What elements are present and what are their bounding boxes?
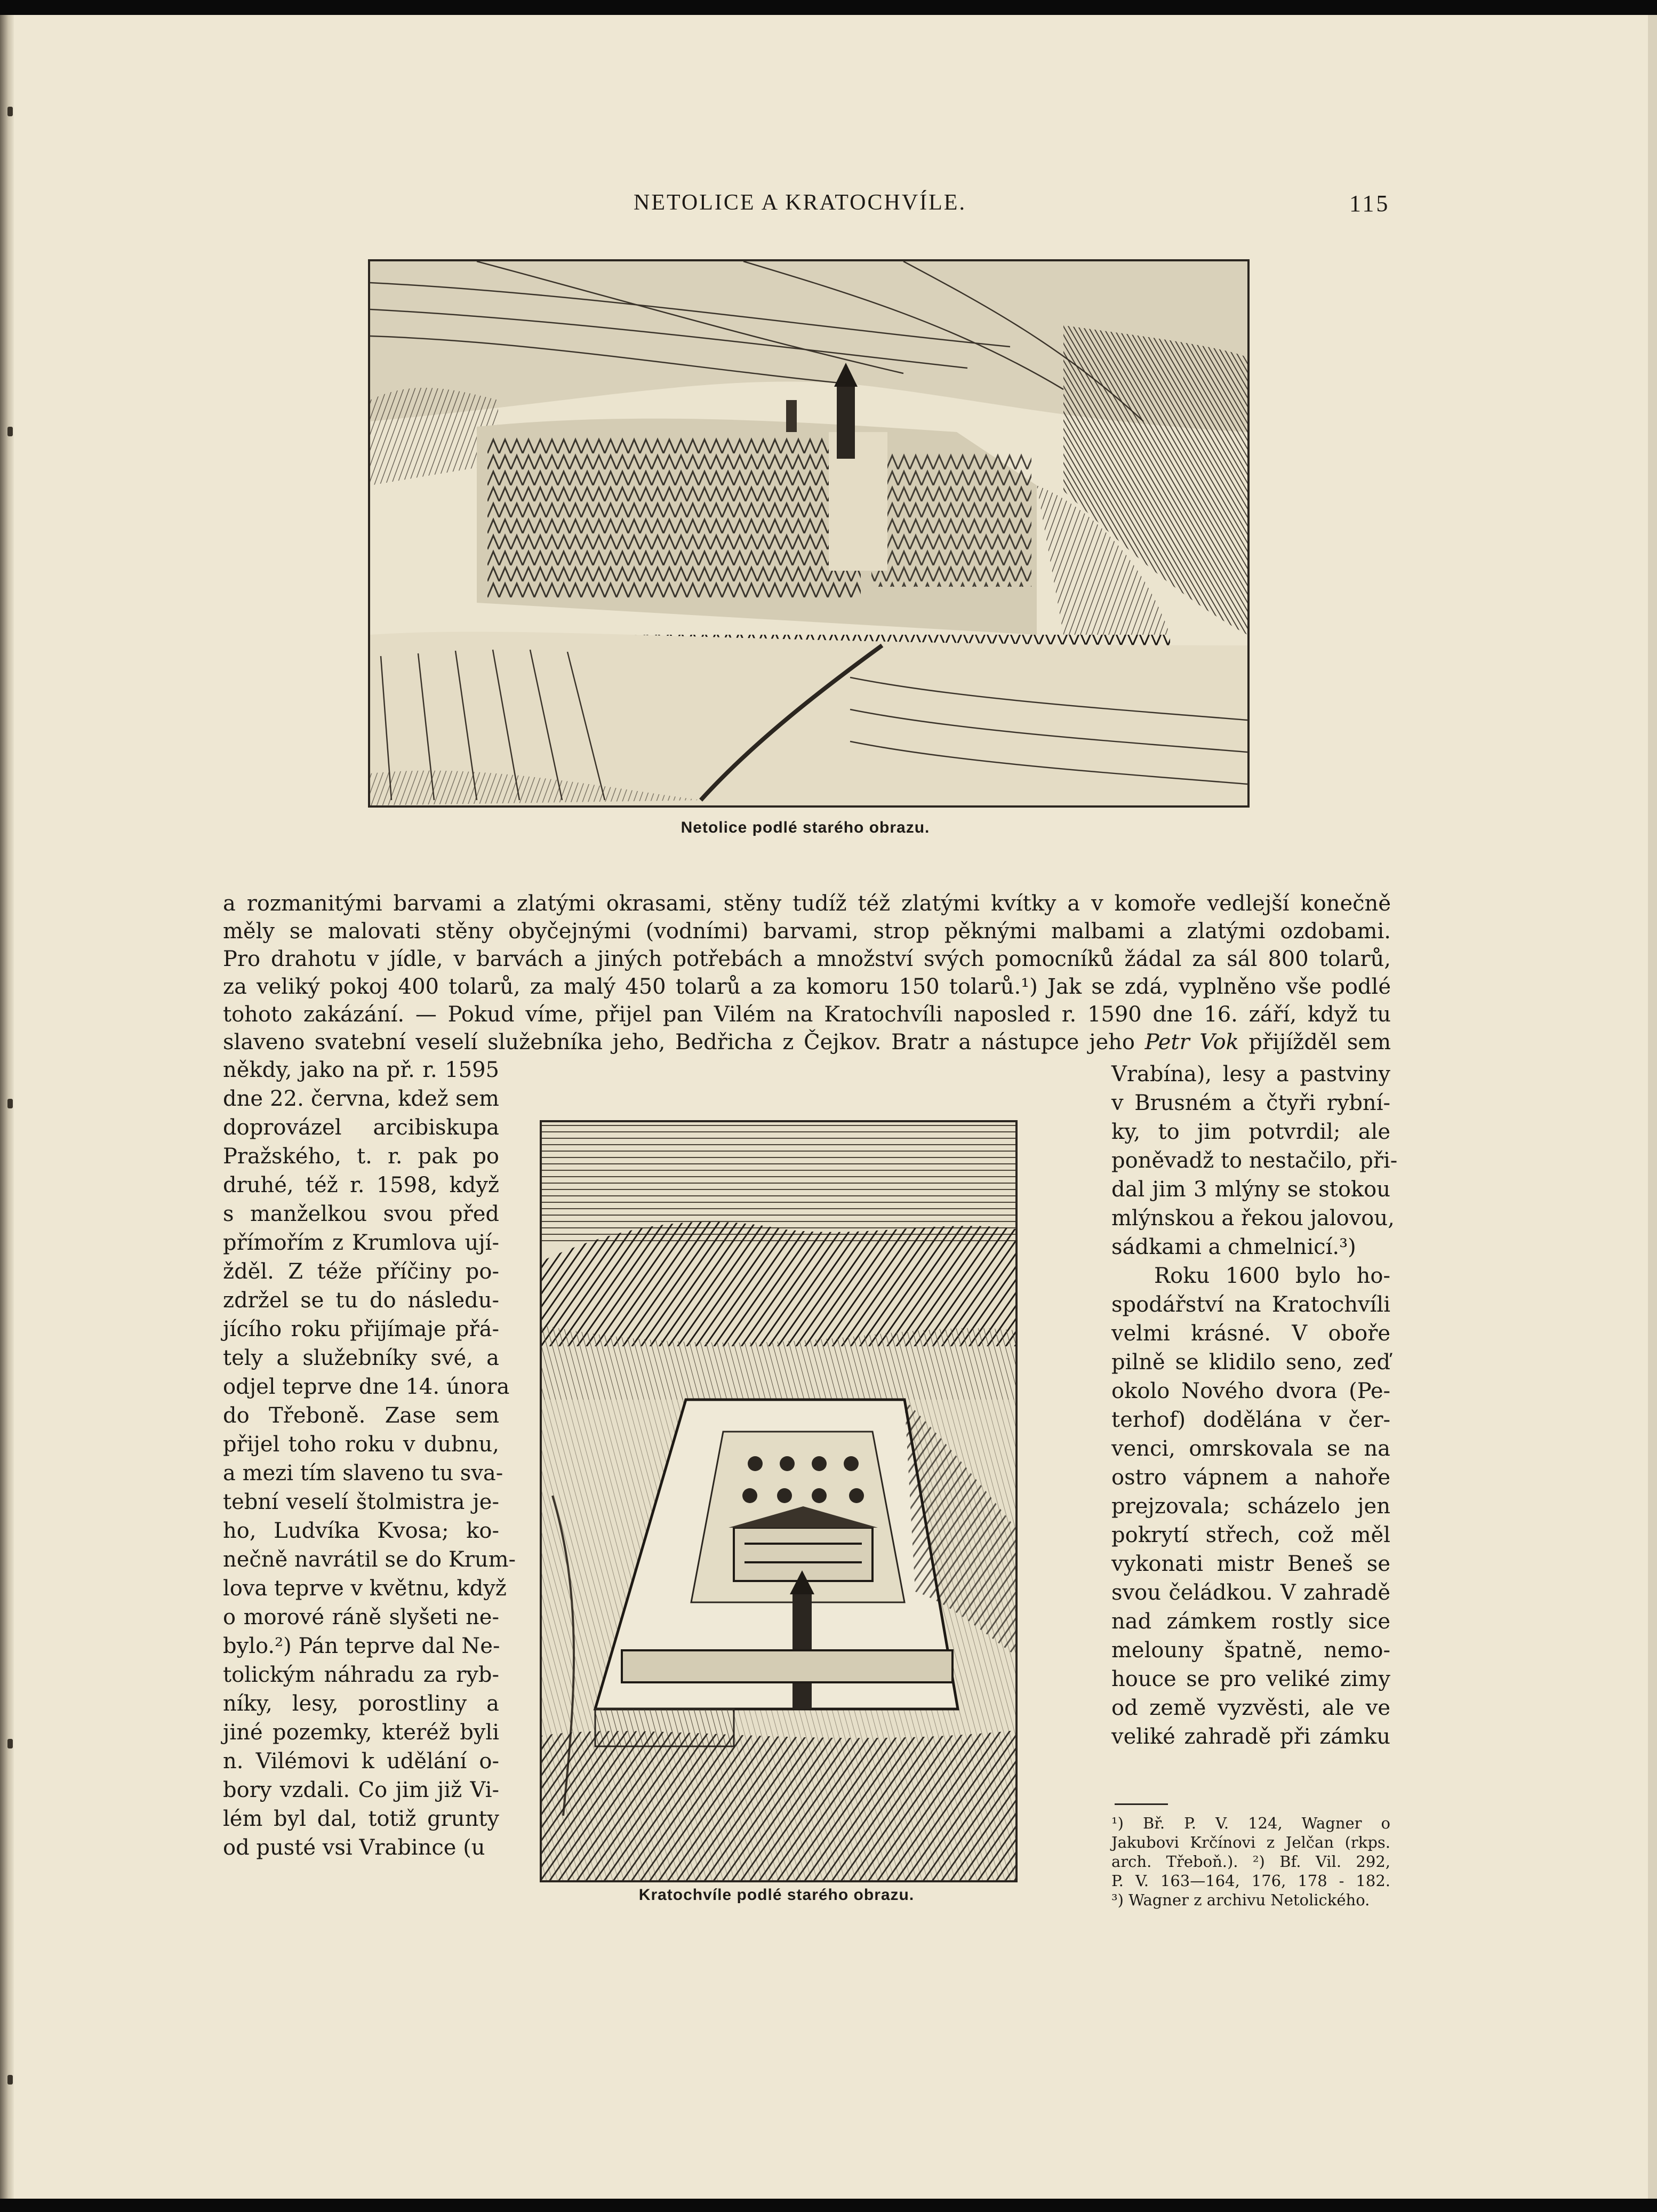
text-segment: slaveno svatební veselí služebníka jeho, Bedřicha z Čejkov. Bratr a nástupce jeho [223, 1030, 1145, 1055]
footnote-line: arch. Třeboň.). ²) Bf. Vil. 292, [1111, 1852, 1390, 1871]
text-line: ho, Ludvíka Kvosa; ko- [223, 1519, 499, 1543]
binding-mark [7, 1739, 13, 1748]
text-line: měly se malovati stěny obyčejnými (vodními) barvami, strop pěknými malbami a zlatými ozdobami. [223, 919, 1391, 944]
italic-name: Petr Vok [1144, 1030, 1239, 1055]
text-line: Roku 1600 bylo ho- [1154, 1264, 1390, 1288]
text-segment: přijížděl sem [1238, 1030, 1391, 1055]
text-line: nad zámkem rostly sice [1111, 1609, 1390, 1634]
text-line: prejzovala; scházelo jen [1111, 1494, 1390, 1519]
text-line: Pro drahotu v jídle, v barvách a jiných potřebách a množství svých pomocníků žádal za sál 800 tolarů, [223, 947, 1391, 971]
text-line: níky, lesy, porostliny a [223, 1691, 499, 1716]
text-line: okolo Nového dvora (Pe- [1111, 1379, 1390, 1403]
text-line: a rozmanitými barvami a zlatými okrasami, stěny tudíž též zlatými kvítky a v komoře vedlejší konečně [223, 891, 1391, 916]
text-line [223, 1028, 1391, 1056]
text-line: pilně se klidilo seno, zeď [1111, 1350, 1390, 1375]
text-line: terhof) dodělána v čer- [1111, 1408, 1390, 1432]
text-line: zdržel se tu do následu- [223, 1288, 499, 1313]
text-line: poněvadž to nestačilo, při- [1111, 1148, 1398, 1173]
text-line: o morové ráně slyšeti ne- [223, 1605, 499, 1630]
text-line: veliké zahradě při zámku [1111, 1724, 1390, 1749]
text-line: od země vyzvěsti, ale ve [1111, 1696, 1390, 1720]
text-line: vykonati mistr Beneš se [1111, 1552, 1390, 1576]
figure-caption-netolice: Netolice podlé starého obrazu. [681, 819, 930, 836]
text-line: melouny špatně, nemo- [1111, 1638, 1390, 1663]
kratochvile-engraving [540, 1120, 1018, 1882]
text-line: s manželkou svou před [223, 1202, 499, 1226]
text-line: sádkami a chmelnicí.³) [1111, 1235, 1356, 1259]
footnote-rule [1115, 1803, 1168, 1805]
text-line: houce se pro veliké zimy [1111, 1667, 1390, 1691]
text-line: jícího roku přijímaje přá- [223, 1317, 499, 1341]
text-line: za veliký pokoj 400 tolarů, za malý 450 tolarů a za komoru 150 tolarů.¹) Jak se zdá, vyplněno vše podlé [223, 975, 1391, 999]
scan-bottom-border [0, 2199, 1657, 2212]
text-line: v Brusném a čtyři rybní- [1111, 1091, 1390, 1115]
text-line: doprovázel arcibiskupa [223, 1115, 499, 1140]
text-line: dal jim 3 mlýny se stokou [1111, 1177, 1390, 1202]
text-line: do Třeboně. Zase sem [223, 1403, 499, 1428]
text-line: tební veselí štolmistra je- [223, 1490, 499, 1514]
text-line: pokrytí střech, což měl [1111, 1523, 1390, 1547]
text-line: a mezi tím slaveno tu sva- [223, 1461, 503, 1486]
text-line: Vrabína), lesy a pastviny [1111, 1062, 1390, 1087]
text-line: nečně navrátil se do Krum- [223, 1547, 516, 1572]
text-line: tohoto zakázání. — Pokud víme, přijel pan Vilém na Kratochvíli naposled r. 1590 dne 16. září, když tu [223, 1002, 1391, 1027]
text-line: svou čeládkou. V zahradě [1111, 1580, 1390, 1605]
text-line: n. Vilémovi k udělání o- [223, 1749, 499, 1774]
text-line: druhé, též r. 1598, když [223, 1173, 499, 1197]
scan-top-border [0, 0, 1657, 15]
text-line: ky, to jim potvrdil; ale [1111, 1120, 1390, 1144]
text-line: venci, omrskovala se na [1111, 1436, 1390, 1461]
text-line: spodářství na Kratochvíli [1111, 1292, 1390, 1317]
text-line: odjel teprve dne 14. února [223, 1375, 510, 1399]
text-line: tely a služebníky své, a [223, 1346, 499, 1370]
text-line: žděl. Z téže příčiny po- [223, 1259, 499, 1284]
netolice-engraving [368, 259, 1250, 808]
figure-caption-kratochvile: Kratochvíle podlé starého obrazu. [638, 1886, 915, 1904]
text-line: lova teprve v květnu, když [223, 1576, 507, 1601]
footnote-line: P. V. 163—164, 176, 178 - 182. [1111, 1872, 1390, 1890]
text-line: lém byl dal, totiž grunty [223, 1807, 499, 1831]
text-line: přímořím z Krumlova ují- [223, 1231, 499, 1255]
page-number: 115 [1349, 190, 1390, 217]
text-line: přijel toho roku v dubnu, [223, 1432, 499, 1457]
footnote-line: ³) Wagner z archivu Netolického. [1111, 1891, 1370, 1909]
text-line: Pražského, t. r. pak po [223, 1144, 499, 1169]
text-line: ostro vápnem a nahoře [1111, 1465, 1390, 1490]
footnote-line: ¹) Bř. P. V. 124, Wagner o [1111, 1814, 1390, 1832]
text-line: od pusté vsi Vrabince (u [223, 1835, 485, 1860]
text-line: velmi krásné. V oboře [1111, 1321, 1390, 1346]
text-line: někdy, jako na př. r. 1595 [223, 1058, 499, 1082]
binding-mark [7, 1099, 13, 1108]
footnote-line: Jakubovi Krčínovi z Jelčan (rkps. [1111, 1833, 1390, 1851]
binding-mark [7, 2075, 13, 2085]
text-line: bylo.²) Pán teprve dal Ne- [223, 1634, 500, 1658]
text-line: jiné pozemky, kteréž byli [223, 1720, 499, 1745]
binding-mark [7, 107, 13, 116]
text-line: mlýnskou a řekou jalovou, [1111, 1206, 1395, 1231]
binding-mark [7, 427, 13, 436]
running-head: NETOLICE A KRATOCHVÍLE. [634, 190, 966, 215]
page-right-edge [1648, 15, 1657, 2199]
text-line: dne 22. června, kdež sem [223, 1087, 499, 1111]
text-line: tolickým náhradu za ryb- [223, 1663, 499, 1687]
text-line: bory vzdali. Co jim již Vi- [223, 1778, 499, 1802]
